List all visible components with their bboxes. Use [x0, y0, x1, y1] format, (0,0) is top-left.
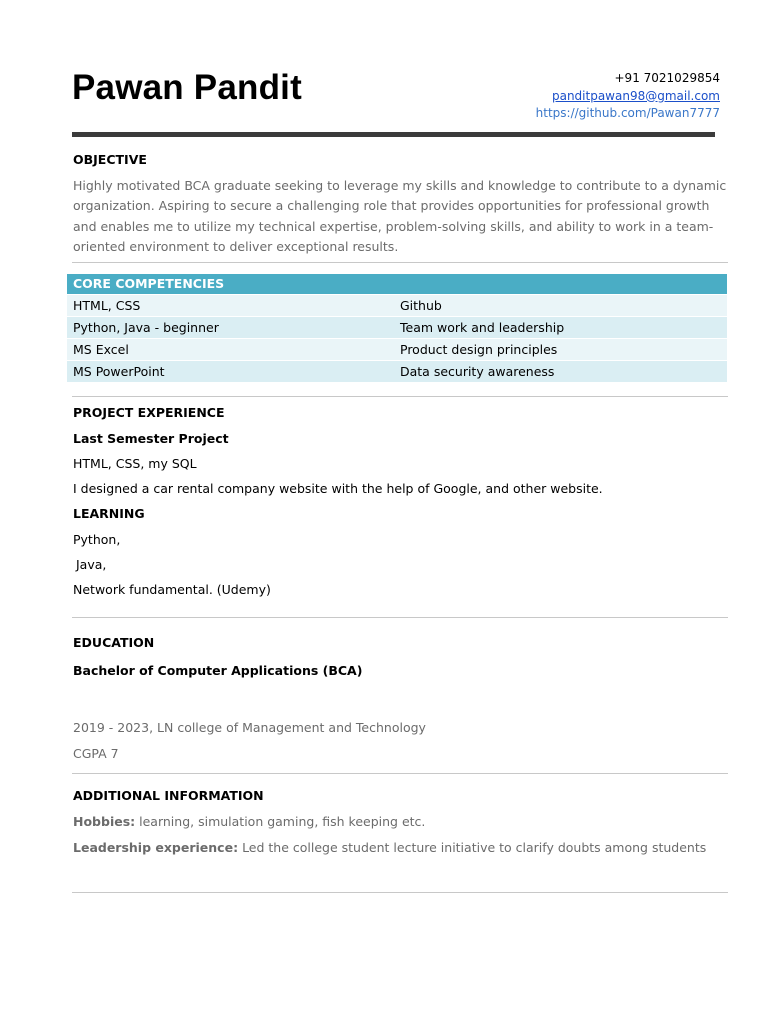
competency-row [67, 317, 727, 338]
cgpa: CGPA 7 [73, 746, 119, 761]
competency-item: Data security awareness [400, 364, 555, 379]
degree-title: Bachelor of Computer Applications (BCA) [73, 663, 363, 678]
learning-item: Python, [73, 532, 121, 547]
competency-item: Github [400, 298, 442, 313]
competency-item: Python, Java - beginner [73, 320, 219, 335]
competency-item: MS Excel [73, 342, 129, 357]
objective-text: Highly motivated BCA graduate seeking to leverage my skills and knowledge to contribute to a dynamic organization. Aspiring to secure a challenging role that provides opportunities for professional growth and enables me to utilize my technical expertise, problem-solving skills, and ability to work in a team-oriented environment to deliver exceptional results. [73, 178, 727, 255]
section-divider [72, 396, 728, 397]
projects-heading: PROJECT EXPERIENCE [73, 405, 225, 420]
section-divider [72, 892, 728, 893]
section-divider [72, 617, 728, 618]
competency-row [67, 339, 727, 360]
project-name: Last Semester Project [73, 431, 229, 446]
candidate-name: Pawan Pandit [72, 68, 302, 107]
hobbies-text: learning, simulation gaming, fish keeping etc. [139, 814, 426, 829]
competency-row [67, 361, 727, 382]
learning-item: Network fundamental. (Udemy) [73, 582, 271, 597]
education-heading: EDUCATION [73, 635, 155, 650]
additional-heading: ADDITIONAL INFORMATION [73, 788, 264, 803]
section-divider [72, 262, 728, 263]
phone-number: +91 7021029854 [614, 71, 720, 85]
hobbies-label: Hobbies: [73, 814, 136, 829]
github-link[interactable]: https://github.com/Pawan7777 [535, 106, 720, 120]
email-link[interactable]: panditpawan98@gmail.com [551, 88, 720, 103]
competency-item: Product design principles [400, 342, 558, 357]
header-divider [72, 132, 715, 137]
project-description: I designed a car rental company website with the help of Google, and other website. [73, 481, 603, 496]
learning-heading: LEARNING [73, 506, 145, 521]
objective-heading: OBJECTIVE [73, 152, 147, 167]
leadership-text: Led the college student lecture initiative to clarify doubts among students [242, 840, 707, 855]
competency-item: MS PowerPoint [73, 364, 165, 379]
competency-item: HTML, CSS [73, 298, 141, 313]
competency-row [67, 295, 727, 316]
contact-block [400, 70, 720, 123]
competencies-header [67, 274, 727, 294]
learning-item: Java, [76, 557, 107, 572]
competencies-heading: CORE COMPETENCIES [73, 276, 225, 291]
hobbies-line [73, 814, 425, 829]
leadership-line [73, 840, 706, 855]
competency-item: Team work and leadership [400, 320, 565, 335]
project-tech: HTML, CSS, my SQL [73, 456, 197, 471]
education-details: 2019 - 2023, LN college of Management and Technology [73, 720, 426, 735]
section-divider [72, 773, 728, 774]
leadership-label: Leadership experience: [73, 840, 239, 855]
